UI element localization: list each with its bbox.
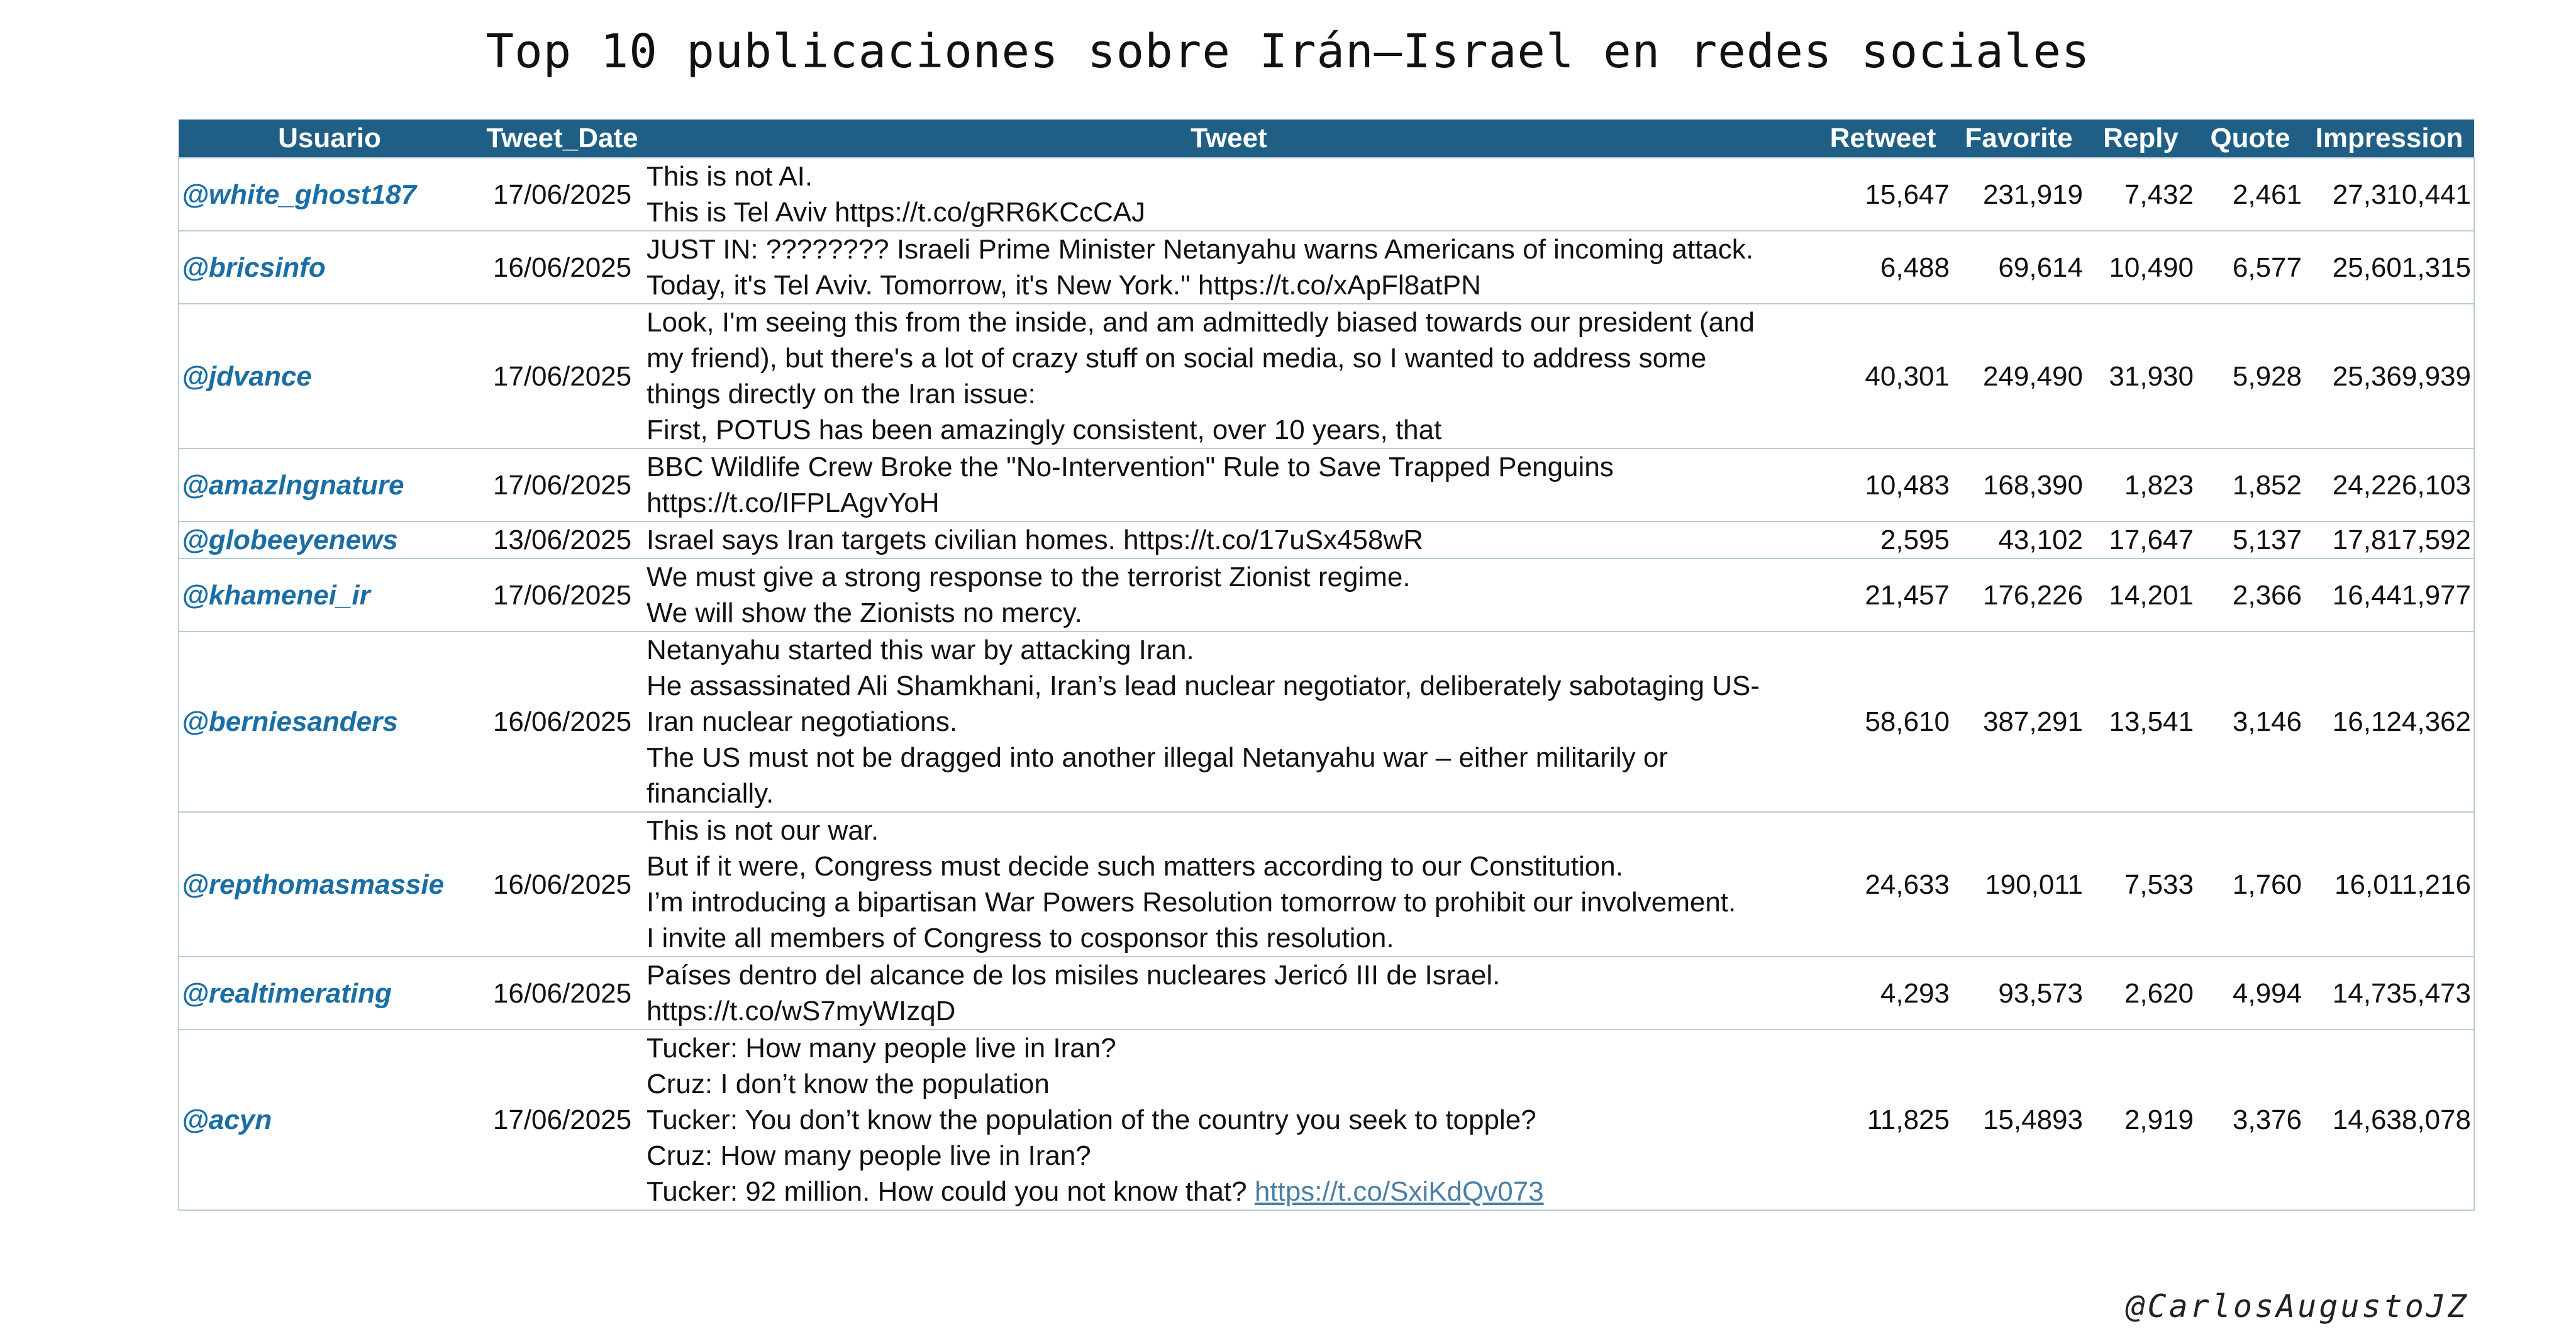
- tweet-line: [647, 668, 1811, 704]
- impression-count: 24,226,103: [2304, 448, 2474, 521]
- table-header-row: [179, 120, 2474, 158]
- tweet-line-text: Look, I'm seeing this from the inside, and am admittedly biased towards our president (and: [647, 307, 1755, 338]
- user-handle[interactable]: @globeeyenews: [179, 521, 480, 559]
- tweet-date: 17/06/2025: [480, 1030, 644, 1210]
- tweet-line: [647, 957, 1811, 993]
- quote-count: 4,994: [2196, 957, 2304, 1030]
- quote-count: 3,146: [2196, 631, 2304, 812]
- user-handle[interactable]: @white_ghost187: [179, 158, 480, 231]
- tweet-line: [647, 595, 1811, 631]
- table-row: [179, 448, 2474, 521]
- tweet-line: [647, 231, 1811, 267]
- column-header-usuario[interactable]: Usuario: [179, 120, 480, 158]
- column-header-tweet[interactable]: Tweet: [644, 120, 1814, 158]
- favorite-count: 15,4893: [1952, 1030, 2085, 1210]
- tweet-date: 17/06/2025: [480, 304, 644, 448]
- favorite-count: 93,573: [1952, 957, 2085, 1030]
- tweet-date: 16/06/2025: [480, 231, 644, 304]
- tweet-date: 16/06/2025: [480, 957, 644, 1030]
- retweet-count: 6,488: [1814, 231, 1952, 304]
- favorite-count: 176,226: [1952, 559, 2085, 631]
- table-row: [179, 231, 2474, 304]
- tweet-line-text: Países dentro del alcance de los misiles nucleares Jericó III de Israel.: [647, 960, 1501, 991]
- tweet-line: [647, 158, 1811, 194]
- impression-count: 16,124,362: [2304, 631, 2474, 812]
- tweet-line: [647, 884, 1811, 920]
- tweet-line: [647, 522, 1811, 558]
- reply-count: 31,930: [2085, 304, 2196, 448]
- impression-count: 14,638,078: [2304, 1030, 2474, 1210]
- tweet-line: [647, 776, 1811, 811]
- tweet-text: [644, 631, 1814, 812]
- retweet-count: 4,293: [1814, 957, 1952, 1030]
- reply-count: 10,490: [2085, 231, 2196, 304]
- reply-count: 2,919: [2085, 1030, 2196, 1210]
- retweet-count: 24,633: [1814, 812, 1952, 957]
- reply-count: 2,620: [2085, 957, 2196, 1030]
- tweet-text: [644, 231, 1814, 304]
- tweet-date: 16/06/2025: [480, 812, 644, 957]
- favorite-count: 43,102: [1952, 521, 2085, 559]
- tweet-line-text: JUST IN: ???????? Israeli Prime Minister Netanyahu warns Americans of incoming attack.: [647, 234, 1753, 265]
- table-row: [179, 521, 2474, 559]
- impression-count: 25,369,939: [2304, 304, 2474, 448]
- tweet-line: [647, 1102, 1811, 1138]
- tweet-line-text: This is Tel Aviv https://t.co/gRR6KCcCAJ: [647, 197, 1146, 228]
- tweet-line: [647, 632, 1811, 668]
- tweet-text: [644, 812, 1814, 957]
- reply-count: 13,541: [2085, 631, 2196, 812]
- tweet-line-text: things directly on the Iran issue:: [647, 379, 1036, 409]
- user-handle[interactable]: @jdvance: [179, 304, 480, 448]
- tweet-line: [647, 1066, 1811, 1102]
- reply-count: 14,201: [2085, 559, 2196, 631]
- quote-count: 1,760: [2196, 812, 2304, 957]
- tweet-line: [647, 1030, 1811, 1066]
- column-header-reply[interactable]: Reply: [2085, 120, 2196, 158]
- tweet-link[interactable]: https://t.co/SxiKdQv073: [1254, 1176, 1544, 1207]
- tweet-line-text: This is not our war.: [647, 815, 879, 846]
- tweet-line-text: But if it were, Congress must decide such matters according to our Constitution.: [647, 851, 1623, 882]
- column-header-favorite[interactable]: Favorite: [1952, 120, 2085, 158]
- user-handle[interactable]: @amazlngnature: [179, 448, 480, 521]
- user-handle[interactable]: @realtimerating: [179, 957, 480, 1030]
- tweet-text: [644, 521, 1814, 559]
- tweet-line-text: https://t.co/IFPLAgvYoH: [647, 487, 940, 518]
- tweet-line-text: my friend), but there's a lot of crazy stuff on social media, so I wanted to address some: [647, 343, 1707, 374]
- column-header-impression[interactable]: Impression: [2304, 120, 2474, 158]
- column-header-retweet[interactable]: Retweet: [1814, 120, 1952, 158]
- tweet-text: [644, 158, 1814, 231]
- tweet-line-text: Tucker: You don’t know the population of the country you seek to topple?: [647, 1104, 1536, 1135]
- tweet-line: [647, 376, 1811, 412]
- table-row: [179, 631, 2474, 812]
- tweet-line-text: Israel says Iran targets civilian homes. https://t.co/17uSx458wR: [647, 525, 1424, 555]
- tweet-line-text: Today, it's Tel Aviv. Tomorrow, it's New York." https://t.co/xApFl8atPN: [647, 270, 1481, 301]
- column-header-quote[interactable]: Quote: [2196, 120, 2304, 158]
- table-row: [179, 812, 2474, 957]
- table-row: [179, 158, 2474, 231]
- impression-count: 14,735,473: [2304, 957, 2474, 1030]
- tweet-line-text: We must give a strong response to the terrorist Zionist regime.: [647, 562, 1411, 592]
- tweet-line-text: This is not AI.: [647, 161, 813, 192]
- reply-count: 17,647: [2085, 521, 2196, 559]
- favorite-count: 69,614: [1952, 231, 2085, 304]
- table-row: [179, 304, 2474, 448]
- reply-count: 7,432: [2085, 158, 2196, 231]
- favorite-count: 168,390: [1952, 448, 2085, 521]
- quote-count: 1,852: [2196, 448, 2304, 521]
- tweet-text: [644, 304, 1814, 448]
- retweet-count: 15,647: [1814, 158, 1952, 231]
- tweet-line-text: First, POTUS has been amazingly consistent, over 10 years, that: [647, 414, 1442, 445]
- reply-count: 1,823: [2085, 448, 2196, 521]
- quote-count: 5,137: [2196, 521, 2304, 559]
- favorite-count: 231,919: [1952, 158, 2085, 231]
- quote-count: 3,376: [2196, 1030, 2304, 1210]
- tweet-line: [647, 1174, 1811, 1209]
- impression-count: 25,601,315: [2304, 231, 2474, 304]
- retweet-count: 58,610: [1814, 631, 1952, 812]
- tweet-date: 17/06/2025: [480, 158, 644, 231]
- quote-count: 6,577: [2196, 231, 2304, 304]
- tweet-line-text: Tucker: How many people live in Iran?: [647, 1033, 1116, 1064]
- tweet-line: [647, 340, 1811, 376]
- tweet-line: [647, 813, 1811, 848]
- tweet-text: [644, 1030, 1814, 1210]
- tweet-line-text: Cruz: I don’t know the population: [647, 1069, 1050, 1099]
- tweet-line: [647, 559, 1811, 595]
- tweet-line-text: He assassinated Ali Shamkhani, Iran’s lead nuclear negotiator, deliberately sabotaging US-: [647, 670, 1760, 701]
- tweet-line: [647, 993, 1811, 1029]
- column-header-tweet-date[interactable]: Tweet_Date: [480, 120, 644, 158]
- tweet-line-text: Iran nuclear negotiations.: [647, 706, 958, 737]
- quote-count: 2,366: [2196, 559, 2304, 631]
- table-row: [179, 1030, 2474, 1210]
- tweet-line: [647, 704, 1811, 740]
- tweet-line: [647, 194, 1811, 230]
- tweet-line-text: financially.: [647, 778, 774, 809]
- tweet-line: [647, 449, 1811, 485]
- favorite-count: 249,490: [1952, 304, 2085, 448]
- retweet-count: 40,301: [1814, 304, 1952, 448]
- tweet-line-text: I invite all members of Congress to cosponsor this resolution.: [647, 923, 1394, 954]
- tweet-text: [644, 559, 1814, 631]
- tweet-line: [647, 267, 1811, 303]
- tweet-line-text: We will show the Zionists no mercy.: [647, 598, 1082, 628]
- tweet-line: [647, 412, 1811, 448]
- quote-count: 2,461: [2196, 158, 2304, 231]
- tweet-line: [647, 848, 1811, 884]
- retweet-count: 11,825: [1814, 1030, 1952, 1210]
- tweet-date: 13/06/2025: [480, 521, 644, 559]
- author-credit: @CarlosAugustoJZ: [2126, 1288, 2469, 1325]
- retweet-count: 10,483: [1814, 448, 1952, 521]
- tweet-line: [647, 920, 1811, 956]
- favorite-count: 387,291: [1952, 631, 2085, 812]
- tweet-date: 16/06/2025: [480, 631, 644, 812]
- page-title: Top 10 publicaciones sobre Irán–Israel en redes sociales: [486, 25, 2090, 79]
- tweet-line: [647, 485, 1811, 521]
- quote-count: 5,928: [2196, 304, 2304, 448]
- user-handle[interactable]: @berniesanders: [179, 631, 480, 812]
- impression-count: 16,441,977: [2304, 559, 2474, 631]
- user-handle[interactable]: @khamenei_ir: [179, 559, 480, 631]
- tweet-line-text: The US must not be dragged into another illegal Netanyahu war – either militarily or: [647, 742, 1668, 773]
- tweet-line-text: https://t.co/wS7myWIzqD: [647, 996, 956, 1026]
- tweet-line-text: Tucker: 92 million. How could you not know that?: [647, 1176, 1247, 1207]
- table-row: [179, 957, 2474, 1030]
- tweets-table: [178, 120, 2475, 1211]
- tweet-line: [647, 1138, 1811, 1174]
- impression-count: 27,310,441: [2304, 158, 2474, 231]
- retweet-count: 2,595: [1814, 521, 1952, 559]
- tweet-line-text: BBC Wildlife Crew Broke the "No-Intervention" Rule to Save Trapped Penguins: [647, 452, 1614, 482]
- retweet-count: 21,457: [1814, 559, 1952, 631]
- table-row: [179, 559, 2474, 631]
- tweet-line-text: Cruz: How many people live in Iran?: [647, 1140, 1091, 1171]
- tweet-text: [644, 957, 1814, 1030]
- favorite-count: 190,011: [1952, 812, 2085, 957]
- tweet-date: 17/06/2025: [480, 559, 644, 631]
- tweet-line: [647, 304, 1811, 340]
- impression-count: 16,011,216: [2304, 812, 2474, 957]
- tweet-line-text: Netanyahu started this war by attacking Iran.: [647, 635, 1194, 665]
- tweet-date: 17/06/2025: [480, 448, 644, 521]
- tweet-line: [647, 740, 1811, 776]
- impression-count: 17,817,592: [2304, 521, 2474, 559]
- tweet-line-text: I’m introducing a bipartisan War Powers Resolution tomorrow to prohibit our involvement.: [647, 887, 1736, 918]
- user-handle[interactable]: @repthomasmassie: [179, 812, 480, 957]
- reply-count: 7,533: [2085, 812, 2196, 957]
- user-handle[interactable]: @bricsinfo: [179, 231, 480, 304]
- tweet-text: [644, 448, 1814, 521]
- user-handle[interactable]: @acyn: [179, 1030, 480, 1210]
